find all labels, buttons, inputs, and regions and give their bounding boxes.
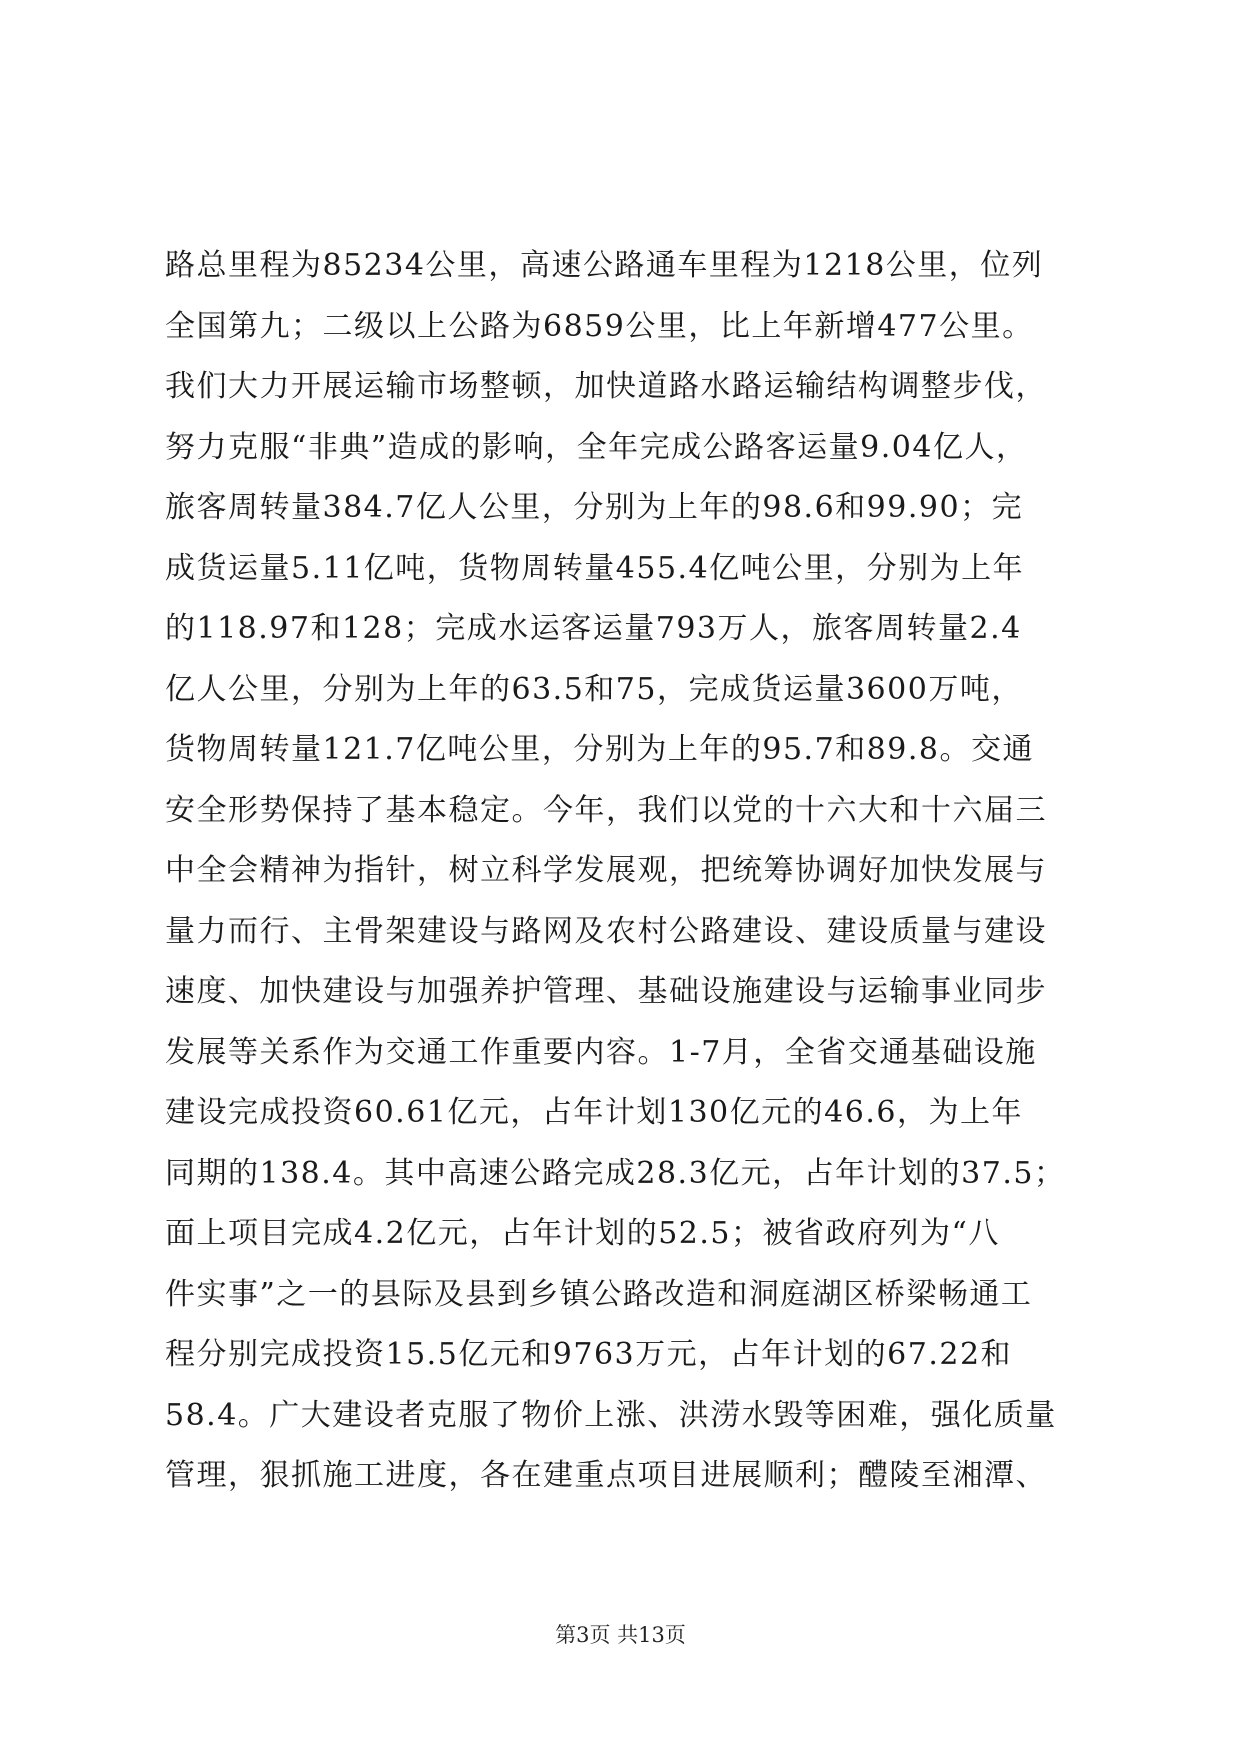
text-line: 发展等关系作为交通工作重要内容。1-7月，全省交通基础设施 bbox=[165, 1034, 1037, 1070]
text-line: 中全会精神为指针，树立科学发展观，把统筹协调好加快发展与 bbox=[165, 853, 1047, 888]
text-line: 全国第九；二级以上公路为6859公里，比上年新增477公里。 bbox=[165, 308, 1034, 344]
text-line: 面上项目完成4.2亿元，占年计划的52.5；被省政府列为“八 bbox=[165, 1216, 1000, 1251]
text-line: 量力而行、主骨架建设与路网及农村公路建设、建设质量与建设 bbox=[165, 913, 1047, 949]
text-line: 同期的138.4。其中高速公路完成28.3亿元，占年计划的37.5； bbox=[165, 1155, 1066, 1191]
text-line: 建设完成投资60.61亿元，占年计划130亿元的46.6，为上年 bbox=[165, 1095, 1023, 1130]
text-line: 亿人公里，分别为上年的63.5和75，完成货运量3600万吨， bbox=[165, 671, 1023, 707]
text-line: 成货运量5.11亿吨，货物周转量455.4亿吨公里，分别为上年 bbox=[165, 550, 1025, 586]
text-line: 旅客周转量384.7亿人公里，分别为上年的98.6和99.90；完 bbox=[165, 490, 1024, 525]
text-line: 我们大力开展运输市场整顿，加快道路水路运输结构调整步伐， bbox=[165, 369, 1047, 404]
text-line: 安全形势保持了基本稳定。今年，我们以党的十六大和十六届三 bbox=[165, 792, 1047, 828]
document-body bbox=[165, 236, 1085, 1507]
text-line: 程分别完成投资15.5亿元和9763万元，占年计划的67.22和 bbox=[165, 1337, 1013, 1372]
text-line: 58.4。广大建设者克服了物价上涨、洪涝水毁等困难，强化质量 bbox=[165, 1397, 1057, 1433]
text-line: 努力克服“非典”造成的影响，全年完成公路客运量9.04亿人， bbox=[165, 429, 1028, 465]
text-line: 路总里程为85234公里，高速公路通车里程为1218公里，位列 bbox=[165, 248, 1044, 283]
text-line: 件实事”之一的县际及县到乡镇公路改造和洞庭湖区桥梁畅通工 bbox=[165, 1276, 1033, 1312]
page-number-footer: 第3页 共13页 bbox=[555, 1623, 686, 1647]
text-line: 货物周转量121.7亿吨公里，分别为上年的95.7和89.8。交通 bbox=[165, 732, 1034, 767]
text-line: 的118.97和128；完成水运客运量793万人，旅客周转量2.4 bbox=[165, 611, 1022, 646]
text-line: 管理，狠抓施工进度，各在建重点项目进展顺利；醴陵至湘潭、 bbox=[165, 1458, 1047, 1493]
text-line: 速度、加快建设与加强养护管理、基础设施建设与运输事业同步 bbox=[165, 974, 1047, 1009]
